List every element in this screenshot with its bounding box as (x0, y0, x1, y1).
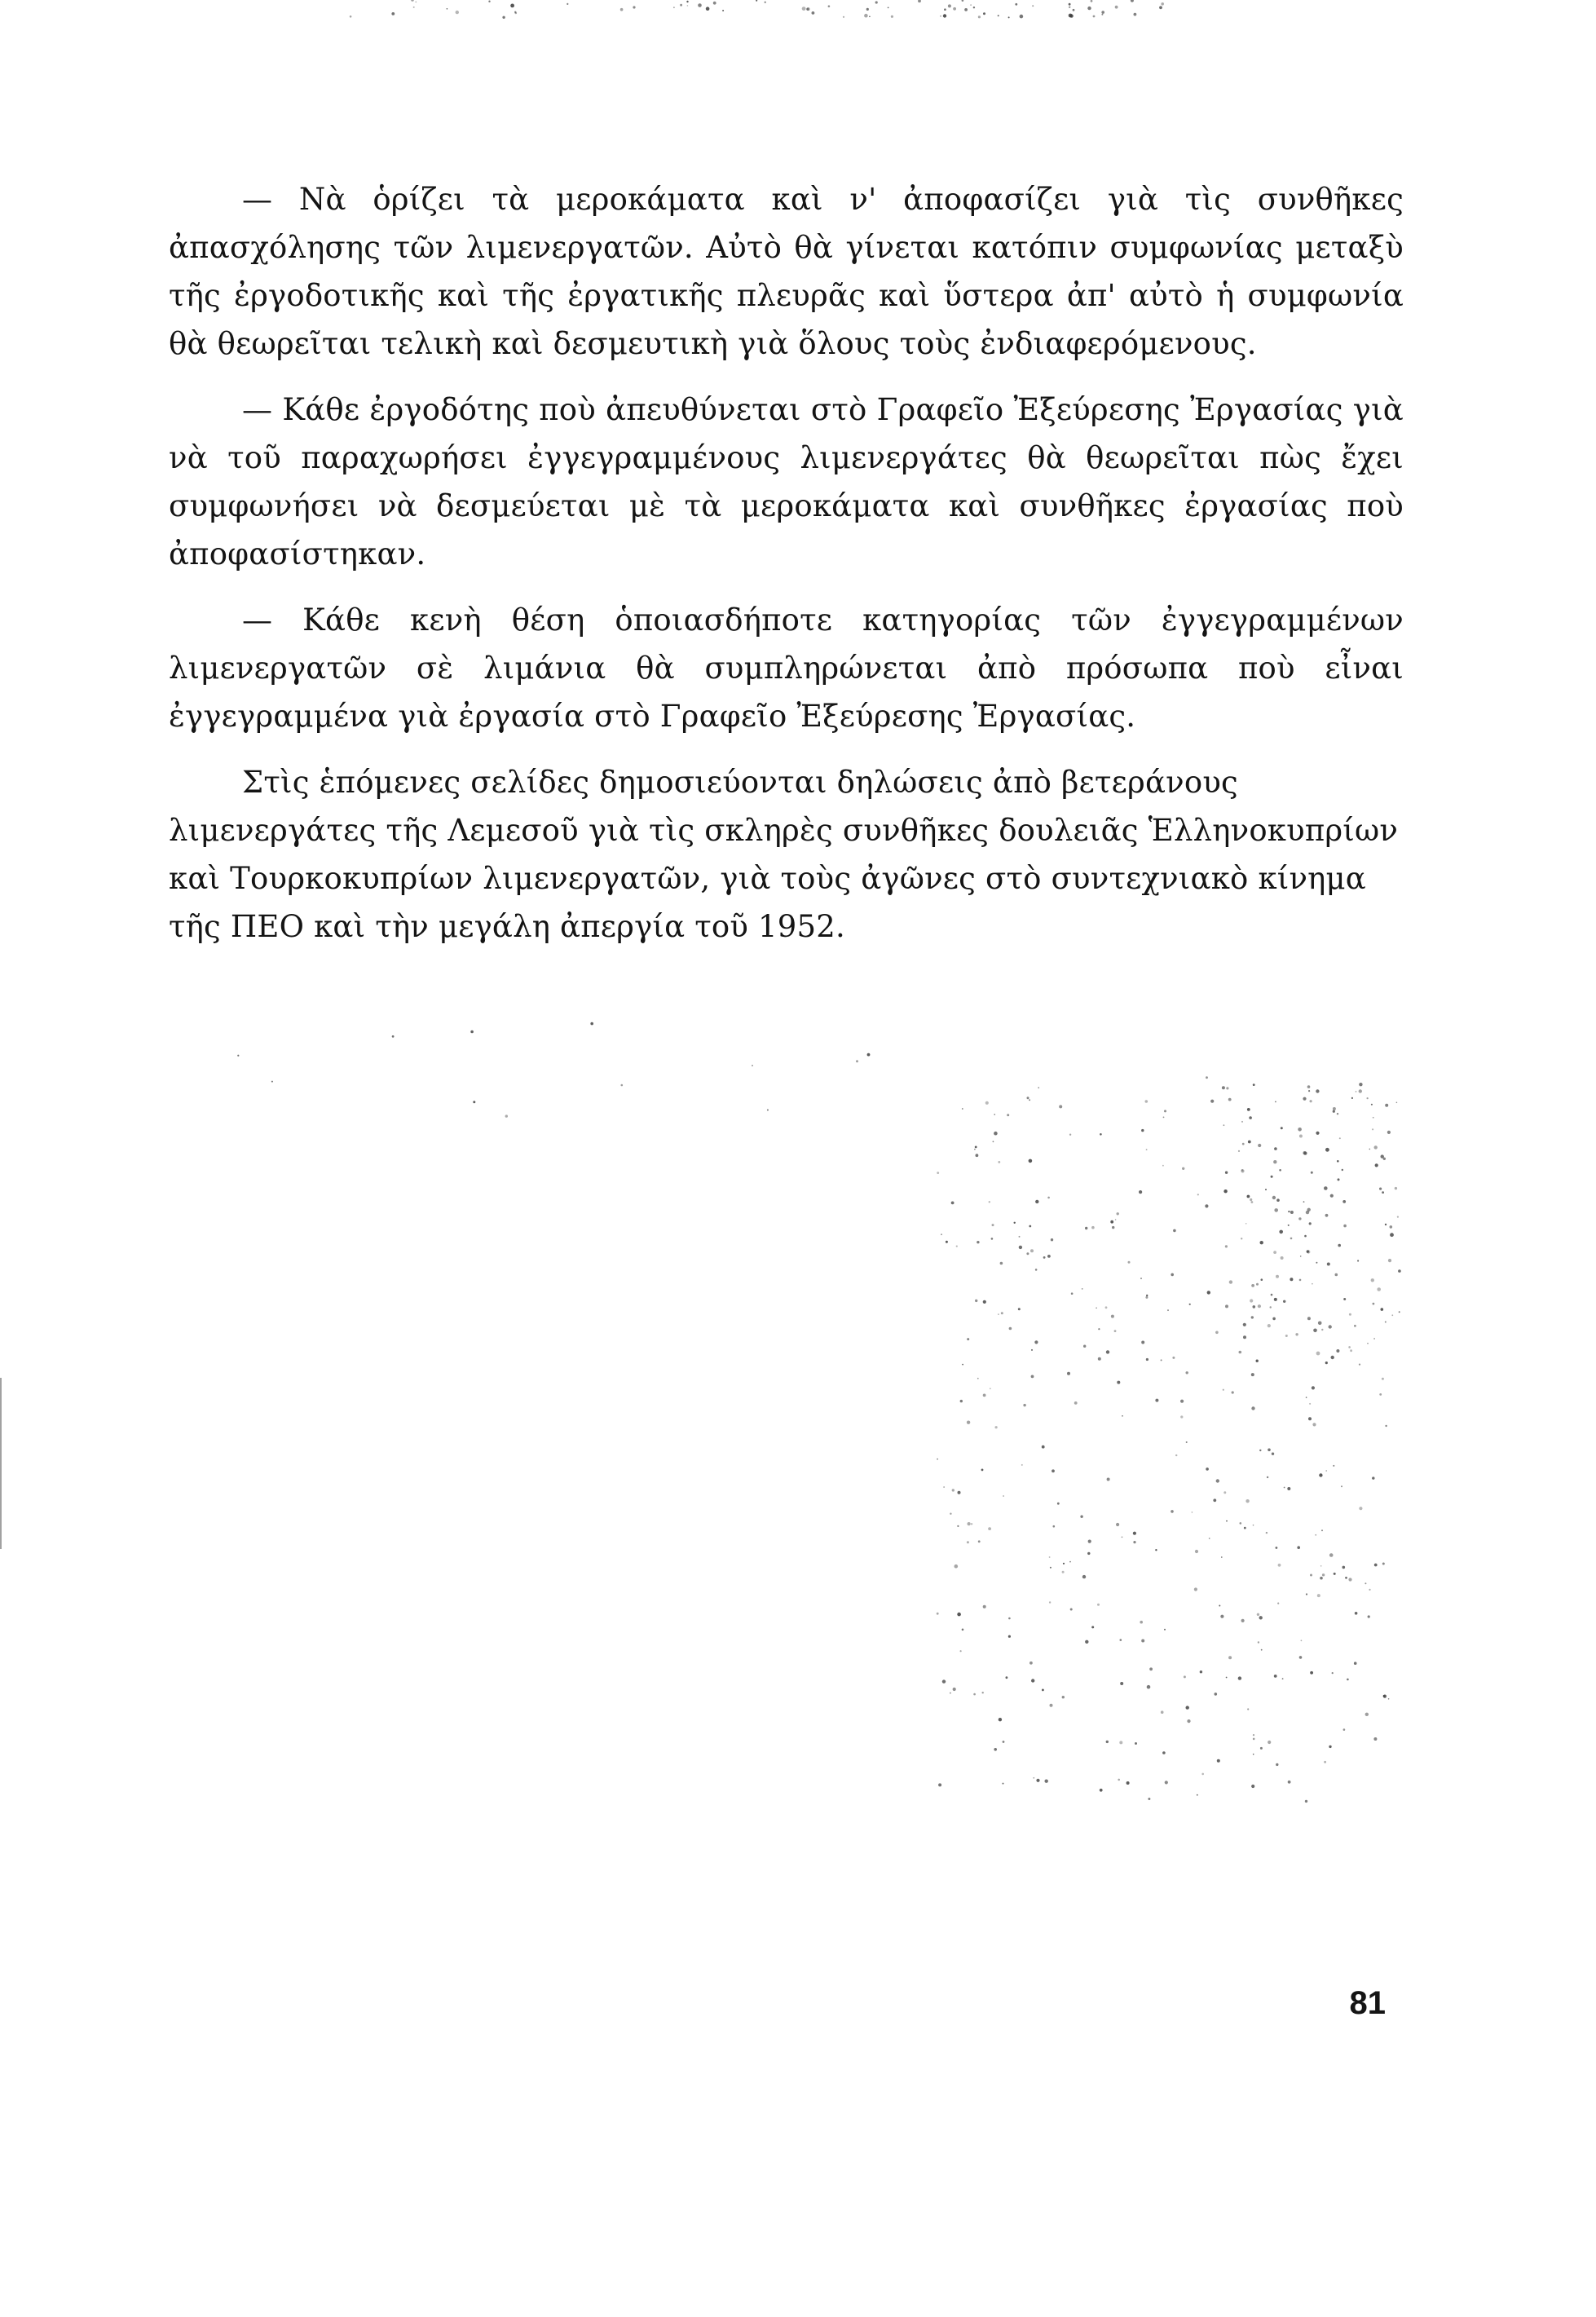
paragraph-wage-setting: — Νὰ ὁρίζει τὰ μεροκάματα καὶ ν' ἀποφασίζει γιὰ τὶς συνθῆκες ἀπασχόλησης τῶν λιμενεργατῶν. Αὐτὸ θὰ γίνεται κατόπιν συμφωνίας μεταξὺ τῆς ἐργοδοτικῆς καὶ τῆς ἐργατικῆς πλευρᾶς καὶ ὕστερα ἀπ' αὐτὸ ἡ συμφωνία θὰ θεωρεῖται τελικὴ καὶ δεσμευτικὴ γιὰ ὅλους τοὺς ἐνδιαφερόμενους. (169, 182, 1404, 361)
paragraph-following-pages: Στὶς ἑπόμενες σελίδες δημοσιεύονται δηλώσεις ἀπὸ βετεράνους λιμενεργάτες τῆς Λεμεσοῦ γιὰ τὶς σκληρὲς συνθῆκες δουλειᾶς Ἑλληνοκυπρίων καὶ Τουρκοκυπρίων λιμενεργατῶν, γιὰ τοὺς ἀγῶνες στὸ συντεχνιακὸ κίνημα τῆς ΠΕΟ καὶ τὴν μεγάλη ἀπεργία τοῦ 1952. (169, 765, 1399, 944)
scan-margin-mark (0, 1378, 2, 1549)
body-text (169, 175, 1404, 951)
paragraph-employer-agreement: — Κάθε ἐργοδότης ποὺ ἀπευθύνεται στὸ Γραφεῖο Ἐξεύρεσης Ἐργασίας γιὰ νὰ τοῦ παραχωρήσει ἐγγεγραμμένους λιμενεργάτες θὰ θεωρεῖται πὼς ἔχει συμφωνήσει νὰ δεσμεύεται μὲ τὰ μεροκάματα καὶ συνθῆκες ἐργασίας ποὺ ἀποφασίστηκαν. (169, 392, 1404, 572)
page-number: 81 (1349, 1985, 1386, 2021)
paragraph-vacancies: — Κάθε κενὴ θέση ὁποιασδήποτε κατηγορίας τῶν ἐγγεγραμμένων λιμενεργατῶν σὲ λιμάνια θὰ συμπληρώνεται ἀπὸ πρόσωπα ποὺ εἶναι ἐγγεγραμμένα γιὰ ἐργασία στὸ Γραφεῖο Ἐξεύρεσης Ἐργασίας. (169, 602, 1404, 734)
